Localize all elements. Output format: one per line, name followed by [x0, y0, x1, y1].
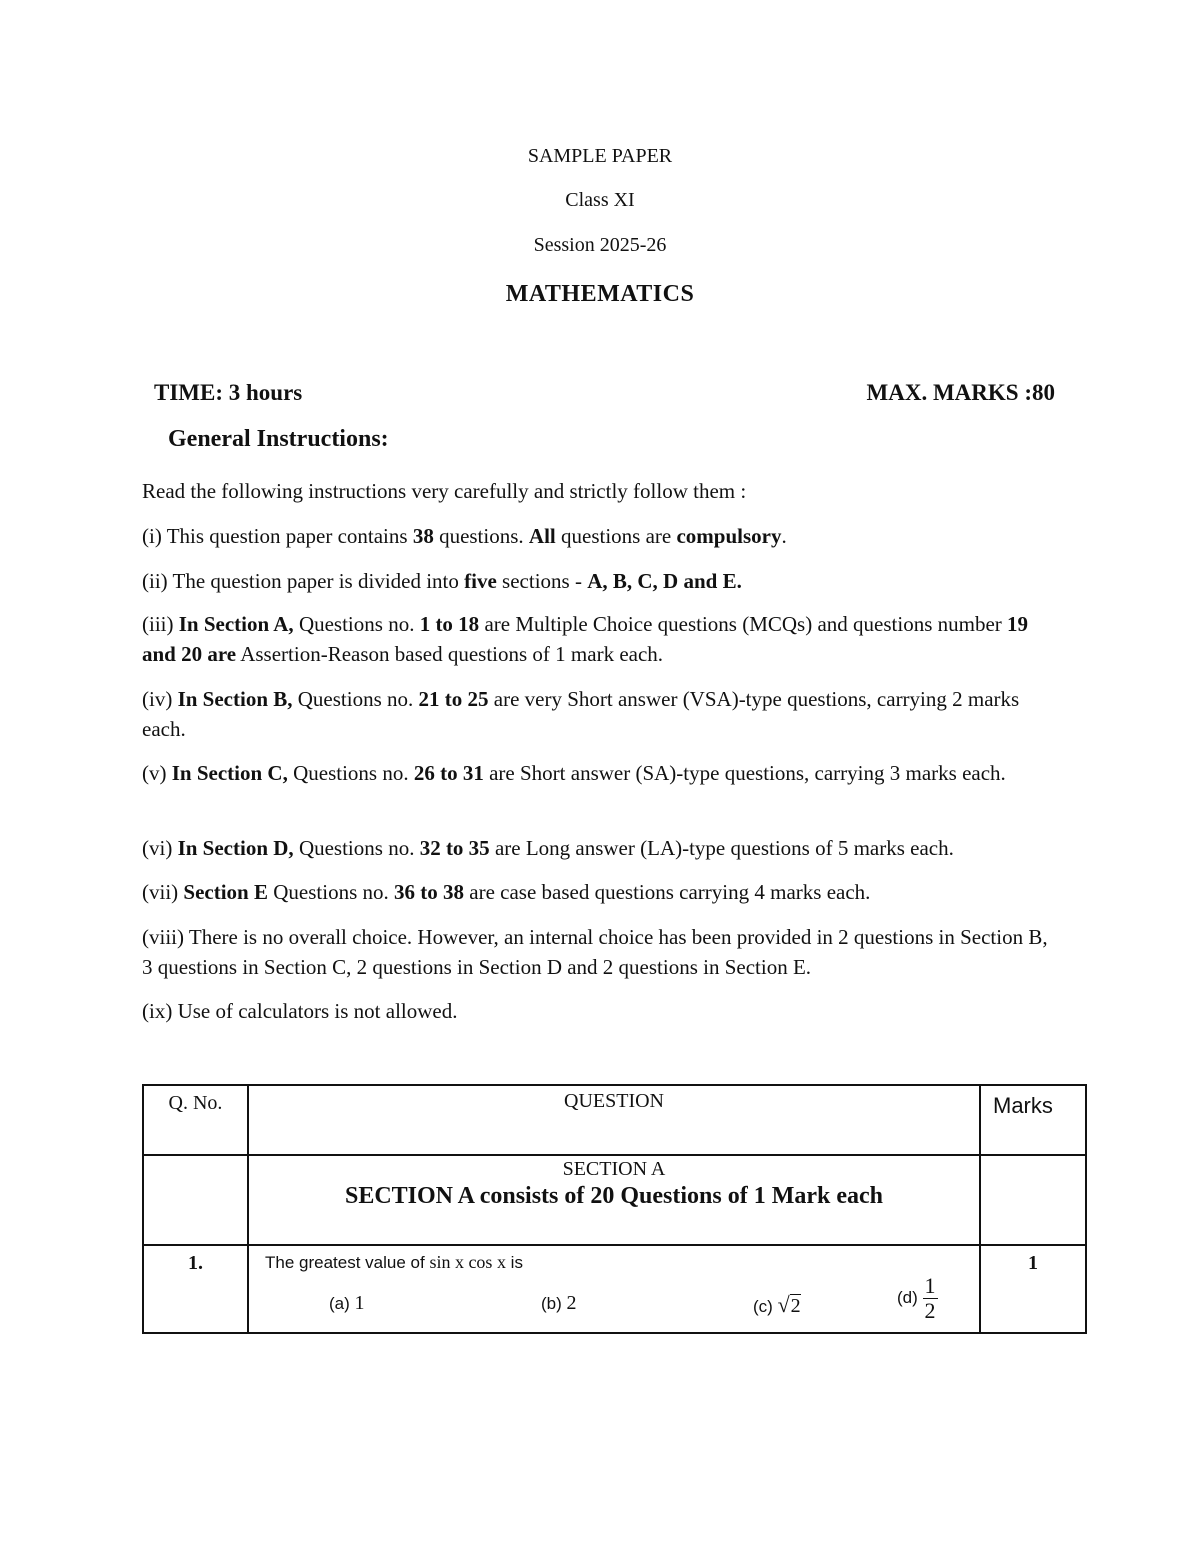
table-header-row	[143, 1085, 1086, 1155]
instruction-text-run: In Section C,	[171, 761, 288, 785]
sqrt-symbol: √	[777, 1292, 790, 1317]
instruction-item	[142, 996, 1062, 1026]
instruction-text-run: .	[781, 524, 787, 548]
instruction-text-run: In Section D,	[177, 836, 294, 860]
paper-label: SAMPLE PAPER	[527, 145, 673, 167]
instruction-text-run: questions are	[555, 524, 677, 548]
instruction-text-run: Questions no.	[268, 880, 394, 904]
instruction-text-run: (vii)	[142, 880, 184, 904]
instructions-heading: General Instructions:	[168, 426, 389, 452]
instruction-text-run: five	[464, 569, 497, 593]
instruction-text-run: Questions no.	[293, 612, 420, 636]
instruction-item	[142, 684, 1062, 744]
question-marks: 1	[980, 1245, 1086, 1333]
instruction-text-run: 26 to 31	[413, 761, 484, 785]
instruction-text-run: 21 to 25	[418, 687, 489, 711]
instruction-text-run: 19 and 20 are	[142, 612, 1029, 666]
instruction-text-run: Questions no.	[292, 687, 419, 711]
section-title: SECTION A	[562, 1158, 666, 1180]
math-expression: sin x cos x	[429, 1252, 506, 1272]
option-b[interactable]: (b) 2	[541, 1292, 577, 1314]
instruction-text-run: (iii)	[142, 612, 179, 636]
subject-title: MATHEMATICS	[505, 281, 695, 307]
instruction-text-run: Questions no.	[293, 836, 420, 860]
instruction-text-run: sections -	[496, 569, 588, 593]
class-label: Class XI	[565, 189, 635, 211]
marks-header: Marks	[980, 1085, 1086, 1155]
instruction-text-run: (vi)	[142, 836, 178, 860]
instruction-item	[142, 758, 1062, 788]
instruction-text-run: are Multiple Choice questions (MCQs) and questions number	[479, 612, 1008, 636]
question-text: The greatest value of sin x cos x is	[265, 1252, 523, 1272]
instruction-text-run: 38	[412, 524, 434, 548]
instruction-text-run: Assertion-Reason based questions of 1 mark each.	[236, 642, 664, 666]
instruction-item	[142, 521, 1062, 551]
instruction-text-run: are very Short answer (VSA)-type questions, carrying 2 marks each.	[142, 687, 1020, 741]
option-d[interactable]: (d) $\frac{1}{2}$	[897, 1273, 936, 1323]
max-marks-label: MAX. MARKS :80	[866, 380, 1055, 405]
instruction-text-run: All	[528, 524, 556, 548]
section-cell	[248, 1155, 980, 1245]
instructions-intro: Read the following instructions very carefully and strictly follow them :	[142, 479, 747, 503]
session-label: Session 2025-26	[533, 234, 667, 256]
section-description: SECTION A consists of 20 Questions of 1 Mark each	[344, 1183, 884, 1209]
question-cell	[248, 1245, 980, 1333]
instruction-text-run: 36 to 38	[394, 880, 464, 904]
instruction-text-run: (viii) There is no overall choice. However, an internal choice has been provided in 2 questions in Section B, 3 questions in Section C, 2 questions in Section D and 2 questions in Section E.	[142, 925, 1048, 979]
instruction-text-run: A, B, C, D and E.	[587, 569, 742, 593]
instruction-text-run: (ii) The question paper is divided into	[142, 569, 465, 593]
instruction-text-run: are Short answer (SA)-type questions, carrying 3 marks each.	[483, 761, 1006, 785]
instruction-item	[142, 609, 1062, 669]
instruction-text-run: 32 to 35	[419, 836, 490, 860]
qno-header: Q. No.	[143, 1085, 248, 1155]
instruction-item	[142, 877, 1062, 907]
question-table	[142, 1084, 1087, 1334]
fraction: $\frac{1}{2}$	[924, 1273, 936, 1323]
instruction-item	[142, 566, 1062, 596]
time-label: TIME: 3 hours	[154, 380, 303, 405]
instruction-text-run: In Section A,	[178, 612, 294, 636]
question-header: QUESTION	[248, 1085, 980, 1155]
instruction-text-run: are case based questions carrying 4 marks each.	[464, 880, 871, 904]
instruction-text-run: 1 to 18	[419, 612, 480, 636]
instruction-text-run: compulsory	[676, 524, 782, 548]
option-c[interactable]: (c) √2	[753, 1292, 801, 1317]
question-number: 1.	[143, 1245, 248, 1333]
instruction-text-run: In Section B,	[177, 687, 293, 711]
instruction-text-run: (i) This question paper contains	[142, 524, 413, 548]
section-row	[143, 1155, 1086, 1245]
instruction-item	[142, 922, 1062, 982]
instruction-text-run: are Long answer (LA)-type questions of 5 marks each.	[489, 836, 954, 860]
instruction-text-run: Section E	[183, 880, 268, 904]
option-a[interactable]: (a) 1	[329, 1292, 365, 1314]
instruction-item	[142, 833, 1062, 863]
table-row	[143, 1245, 1086, 1333]
instruction-text-run: (v)	[142, 761, 172, 785]
instruction-text-run: questions.	[433, 524, 529, 548]
instruction-text-run: (ix) Use of calculators is not allowed.	[142, 999, 458, 1023]
instruction-text-run: (iv)	[142, 687, 178, 711]
instruction-text-run: Questions no.	[287, 761, 414, 785]
